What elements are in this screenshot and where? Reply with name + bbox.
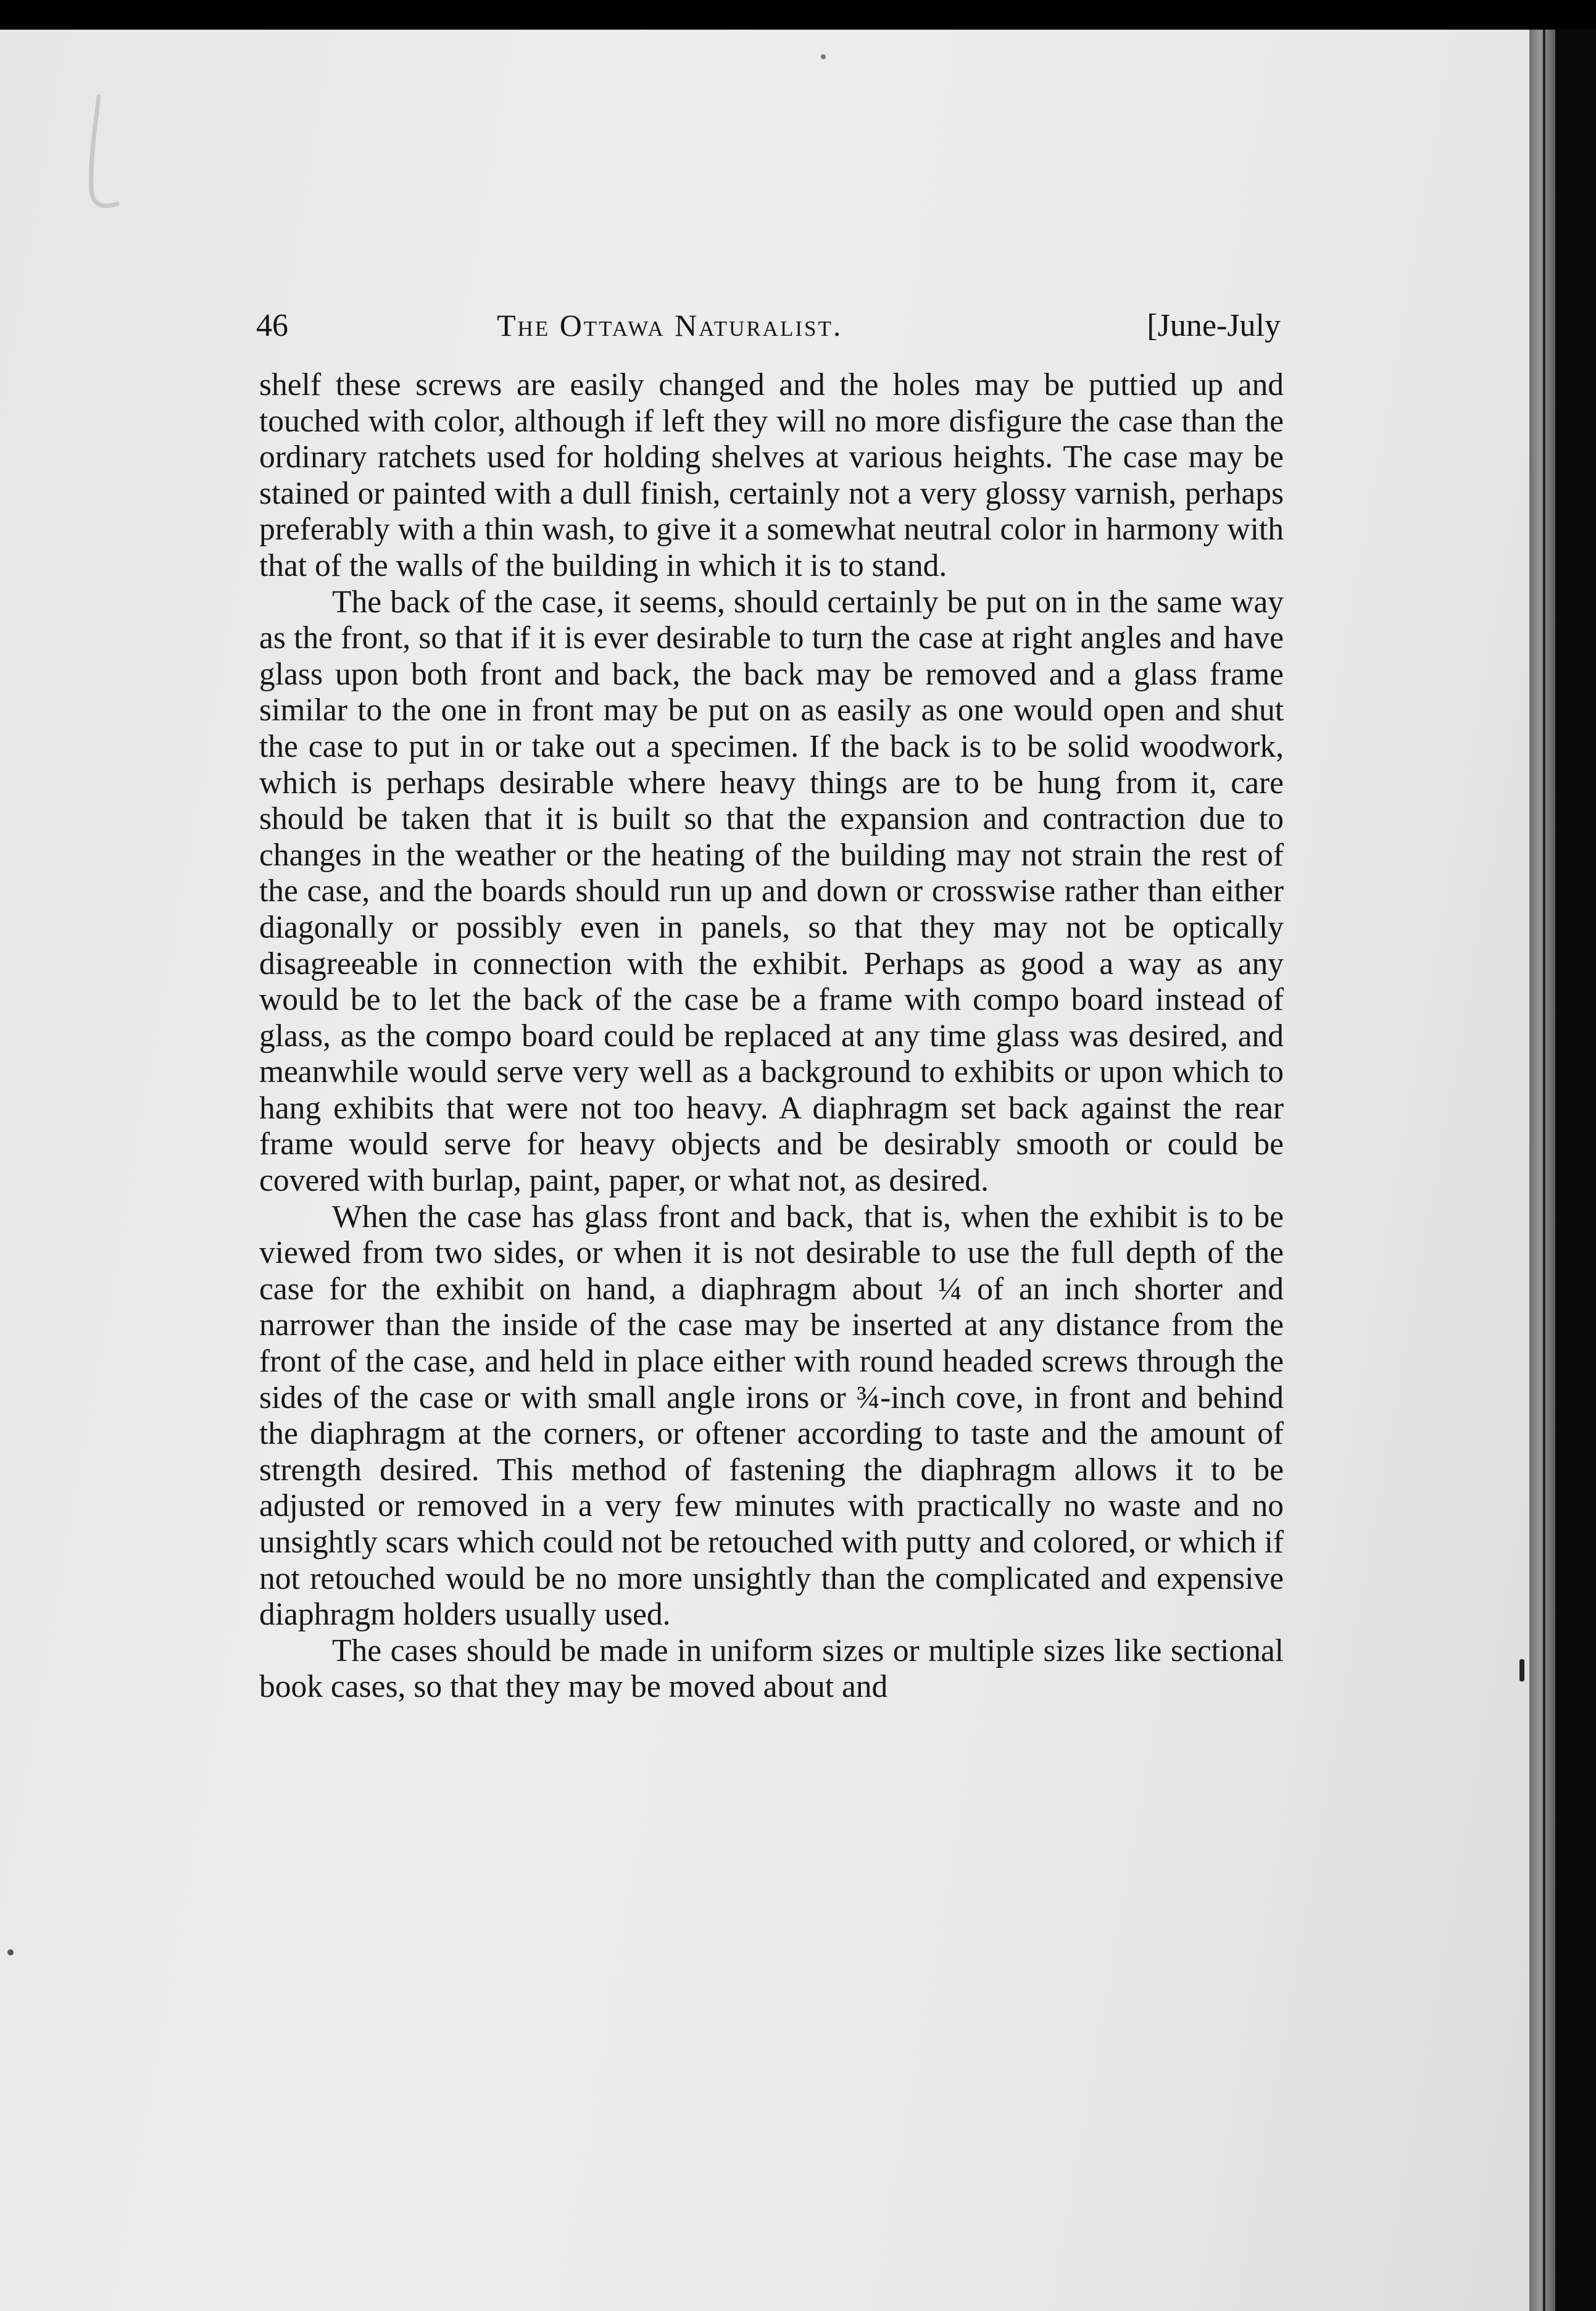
scan-right-border	[1555, 30, 1596, 2311]
running-title: The Ottawa Naturalist.	[497, 308, 843, 343]
article-body	[259, 367, 1284, 1705]
paper-speck	[1519, 1659, 1524, 1681]
paragraph: The back of the case, it seems, should certainly be put on in the same way as the front, so that if it is ever desirable to turn the case at right angles and have glass upon both front and back, the back may be removed and a glass frame similar to the one in front may be put on as easily as one would open and shut the case to put in or take out a specimen. If the back is to be solid woodwork, which is perhaps desirable where heavy things are to be hung from it, care should be taken that it is built so that the expansion and contraction due to changes in the weather or the heating of the building may not strain the rest of the case, and the boards should run up and down or crosswise rather than either diagonally or possibly even in panels, so that they may not be optically disagreeable in connection with the exhibit. Perhaps as good a way as any would be to let the back of the case be a frame with compo board instead of glass, as the compo board could be replaced at any time glass was desired, and meanwhile would serve very well as a background to exhibits or upon which to hang exhibits that were not too heavy. A diaphragm set back against the rear frame would serve for heavy objects and be desirably smooth or could be covered with burlap, paint, paper, or what not, as desired.	[259, 584, 1284, 1199]
page-number: 46	[256, 308, 288, 343]
running-header	[256, 307, 1281, 351]
paper-speck	[7, 1949, 14, 1955]
facing-page-edge	[1529, 30, 1555, 2311]
paragraph: When the case has glass front and back, that is, when the exhibit is to be viewed from two sides, or when it is not desirable to use the full depth of the case for the exhibit on hand, a diaphragm about ¼ of an inch shorter and narrower than the inside of the case may be inserted at any distance from the front of the case, and held in place either with round headed screws through the sides of the case or with small angle irons or ¾-inch cove, in front and behind the diaphragm at the corners, or oftener according to taste and the amount of strength desired. This method of fastening the diaphragm allows it to be adjusted or removed in a very few minutes with practically no waste and no unsightly scars which could not be retouched with putty and colored, or which if not retouched would be no more unsightly than the complicated and expensive diaphragm holders usually used.	[259, 1199, 1284, 1633]
paragraph: shelf these screws are easily changed and the holes may be puttied up and touched with color, although if left they will no more disfigure the case than the ordinary ratchets used for holding shelves at various heights. The case may be stained or painted with a dull finish, certainly not a very glossy varnish, perhaps preferably with a thin wash, to give it a somewhat neutral color in harmony with that of the walls of the building in which it is to stand.	[259, 367, 1284, 583]
paragraph: The cases should be made in uniform sizes or multiple sizes like sectional book cases, so that they may be moved about and	[259, 1633, 1284, 1705]
paper-speck	[821, 54, 826, 59]
issue-date: [June-July	[1147, 308, 1281, 343]
page-gutter-line	[1543, 30, 1545, 2311]
pencil-mark-icon	[85, 91, 122, 215]
